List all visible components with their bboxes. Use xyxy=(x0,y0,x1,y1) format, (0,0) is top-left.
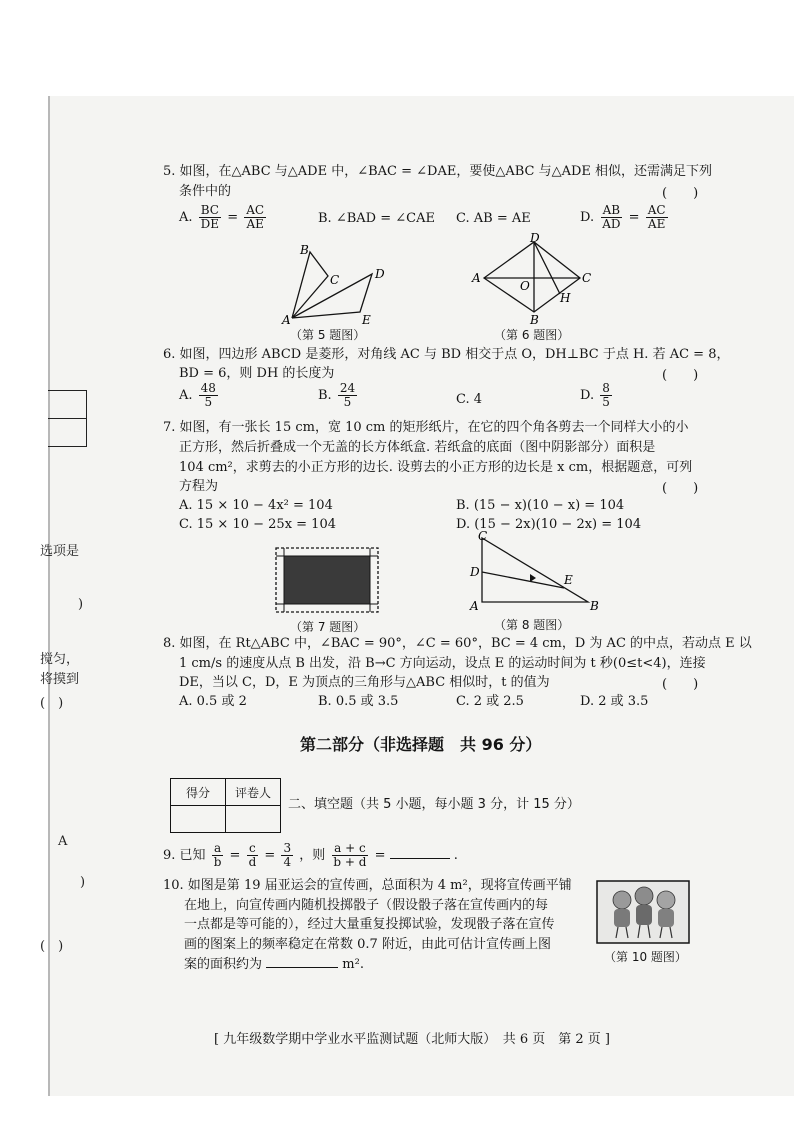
denominator: AD xyxy=(602,217,621,231)
grader-cell xyxy=(226,806,281,833)
fig8-label-d: D xyxy=(470,565,480,579)
page-footer: [ 九年级数学期中学业水平监测试题（北师大版） 共 6 页 第 2 页 ] xyxy=(214,1032,610,1047)
q7-line3: 104 cm²，求剪去的小正方形的边长. 设剪去的小正方形的边长是 x cm，根据题意，可列 xyxy=(179,460,693,475)
figure-7-caption: （第 7 题图） xyxy=(290,620,366,634)
fig6-label-b: B xyxy=(530,313,539,327)
q8-answer-paren: ( ) xyxy=(662,677,699,692)
q9-then: ，则 xyxy=(299,848,326,863)
figure-5-diagram xyxy=(280,240,400,326)
numerator: 48 xyxy=(200,381,216,395)
q8-line2: 1 cm/s 的速度从点 B 出发，沿 B→C 方向运动，设点 E 的运动时间为 t 秒(0≤t<4)，连接 xyxy=(179,656,706,671)
denominator: 5 xyxy=(343,395,352,409)
margin-text: ( ) xyxy=(40,939,64,954)
figure-10-caption: （第 10 题图） xyxy=(604,950,687,964)
denominator: 5 xyxy=(602,395,610,409)
q9-prefix: 9. 已知 xyxy=(163,848,206,863)
fraction xyxy=(338,382,357,409)
q10-line5 xyxy=(184,955,364,974)
equals: = xyxy=(264,848,276,863)
score-header: 得分 xyxy=(171,779,226,806)
q8-line3: DE，当以 C，D，E 为顶点的三角形与△ABC 相似时，t 的值为 xyxy=(179,675,550,690)
fraction xyxy=(600,204,622,231)
fill-in-section-heading: 二、填空题（共 5 小题，每小题 3 分，计 15 分） xyxy=(288,797,580,812)
q8-option-a: A. 0.5 或 2 xyxy=(179,694,247,709)
q7-line4: 方程为 xyxy=(179,479,219,494)
fraction xyxy=(600,382,612,409)
q6-answer-paren: ( ) xyxy=(662,368,699,383)
equals: = xyxy=(229,848,241,863)
numerator: 24 xyxy=(339,381,356,395)
margin-text: A xyxy=(58,834,68,849)
equals: = xyxy=(628,210,640,225)
numerator: AB xyxy=(602,203,621,217)
numerator: 8 xyxy=(602,381,610,395)
q8-option-c: C. 2 或 2.5 xyxy=(456,694,524,709)
q5-option-a xyxy=(179,204,268,231)
fraction xyxy=(247,842,259,869)
option-label: A. xyxy=(179,388,193,403)
equals: = xyxy=(227,210,239,225)
figure-5-caption: （第 5 题图） xyxy=(290,328,366,342)
margin-text: ) xyxy=(78,597,84,612)
option-label: D. xyxy=(580,210,595,225)
option-label: B. xyxy=(318,388,332,403)
denominator: 5 xyxy=(204,395,213,409)
denominator: 4 xyxy=(283,855,292,869)
margin-text: ) xyxy=(80,875,86,890)
q10-line5-suffix: m². xyxy=(342,957,364,972)
fig5-label-c: C xyxy=(330,273,340,287)
fig6-label-a: A xyxy=(472,271,481,285)
fraction xyxy=(199,382,218,409)
grader-header: 评卷人 xyxy=(226,779,281,806)
denominator: DE xyxy=(200,217,220,231)
fraction xyxy=(212,842,224,869)
q10-line4: 画的图案上的频率稳定在常数 0.7 附近，由此可估计宣传画上图 xyxy=(184,937,551,952)
fig8-label-b: B xyxy=(590,599,599,613)
q10-answer-blank[interactable] xyxy=(266,955,338,968)
q7-line1: 7. 如图，有一张长 15 cm，宽 10 cm 的矩形纸片，在它的四个角各剪去一个同样大小的小 xyxy=(163,420,689,435)
fig5-label-d: D xyxy=(375,267,385,281)
q10-line1: 10. 如图是第 19 届亚运会的宣传画，总面积为 4 m²，现将宣传画平铺 xyxy=(163,878,572,893)
fig5-label-a: A xyxy=(282,313,291,327)
margin-text: 将摸到 xyxy=(40,672,80,687)
fig5-label-b: B xyxy=(300,243,309,257)
q5-option-d xyxy=(580,204,670,231)
q6-option-a xyxy=(179,382,220,409)
margin-box-line xyxy=(48,418,86,419)
numerator: BC xyxy=(200,203,219,217)
denominator: AE xyxy=(647,217,666,231)
numerator: a xyxy=(213,841,222,855)
figure-10-poster-image xyxy=(596,880,690,944)
figure-6-caption: （第 6 题图） xyxy=(494,328,570,342)
q9-suffix: . xyxy=(453,848,458,863)
numerator: 3 xyxy=(283,841,292,855)
q6-option-d xyxy=(580,382,614,409)
denominator: b + d xyxy=(333,855,367,869)
q5-option-c: C. AB = AE xyxy=(456,211,531,226)
score-cell xyxy=(171,806,226,833)
q7-option-b: B. (15 − x)(10 − x) = 104 xyxy=(456,498,625,513)
margin-text: 选项是 xyxy=(40,544,80,559)
figure-6-diagram xyxy=(470,231,592,327)
q5-line2: 条件中的 xyxy=(179,184,232,199)
figure-8-caption: （第 8 题图） xyxy=(494,618,570,632)
margin-text: 搅匀， xyxy=(40,652,80,667)
q8-option-b: B. 0.5 或 3.5 xyxy=(318,694,399,709)
fraction xyxy=(646,204,668,231)
q7-answer-paren: ( ) xyxy=(662,481,699,496)
q8-option-d: D. 2 或 3.5 xyxy=(580,694,649,709)
q8-line1: 8. 如图，在 Rt△ABC 中，∠BAC = 90°，∠C = 60°，BC = 4 cm，D 为 AC 的中点，若动点 E 以 xyxy=(163,636,752,651)
numerator: a + c xyxy=(334,841,366,855)
fraction xyxy=(331,842,368,869)
fig6-label-o: O xyxy=(520,279,530,293)
q5-option-b: B. ∠BAD = ∠CAE xyxy=(318,211,435,226)
margin-text: ( ) xyxy=(40,696,64,711)
fig6-label-d: D xyxy=(530,231,540,245)
figure-8-diagram xyxy=(468,530,602,612)
q9-answer-blank[interactable] xyxy=(390,846,450,859)
q7-option-d: D. (15 − 2x)(10 − 2x) = 104 xyxy=(456,517,642,532)
option-label: D. xyxy=(580,388,595,403)
fraction xyxy=(199,204,221,231)
fraction xyxy=(281,842,293,869)
fig8-label-c: C xyxy=(478,529,488,543)
part2-title: 第二部分（非选择题 共 96 分） xyxy=(300,735,542,754)
q6-line2: BD = 6，则 DH 的长度为 xyxy=(179,366,335,381)
q6-option-b xyxy=(318,382,359,409)
q6-option-c: C. 4 xyxy=(456,392,483,407)
q9 xyxy=(163,842,458,869)
q7-line2: 正方形，然后折叠成一个无盖的长方体纸盒. 若纸盒的底面（图中阴影部分）面积是 xyxy=(179,440,656,455)
denominator: d xyxy=(248,855,257,869)
denominator: AE xyxy=(246,217,264,231)
fig5-label-e: E xyxy=(362,313,371,327)
q7-option-a: A. 15 × 10 − 4x² = 104 xyxy=(179,498,333,513)
fig6-label-c: C xyxy=(582,271,592,285)
q10-line2: 在地上，向宣传画内随机投掷骰子（假设骰子落在宣传画内的每 xyxy=(184,898,549,913)
q10-line5-prefix: 案的面积约为 xyxy=(184,957,263,972)
numerator: AC xyxy=(246,203,265,217)
q5-line1: 5. 如图，在△ABC 与△ADE 中，∠BAC = ∠DAE，要使△ABC 与△ADE 相似，还需满足下列 xyxy=(163,164,713,179)
numerator: c xyxy=(249,841,256,855)
score-table xyxy=(170,778,281,833)
option-label: A. xyxy=(179,210,193,225)
equals: = xyxy=(374,848,386,863)
fig6-label-h: H xyxy=(560,291,571,305)
fraction xyxy=(244,204,266,231)
q7-option-c: C. 15 × 10 − 25x = 104 xyxy=(179,517,336,532)
q5-answer-paren: ( ) xyxy=(662,186,699,201)
figure-7-diagram xyxy=(274,546,380,614)
fig8-label-e: E xyxy=(564,573,573,587)
q6-line1: 6. 如图，四边形 ABCD 是菱形，对角线 AC 与 BD 相交于点 O，DH⊥BC 于点 H. 若 AC = 8， xyxy=(163,347,730,362)
numerator: AC xyxy=(647,203,666,217)
fig8-label-a: A xyxy=(470,599,479,613)
denominator: b xyxy=(213,855,222,869)
q10-line3: 一点都是等可能的），经过大量重复投掷试验，发现骰子落在宣传 xyxy=(184,917,555,932)
